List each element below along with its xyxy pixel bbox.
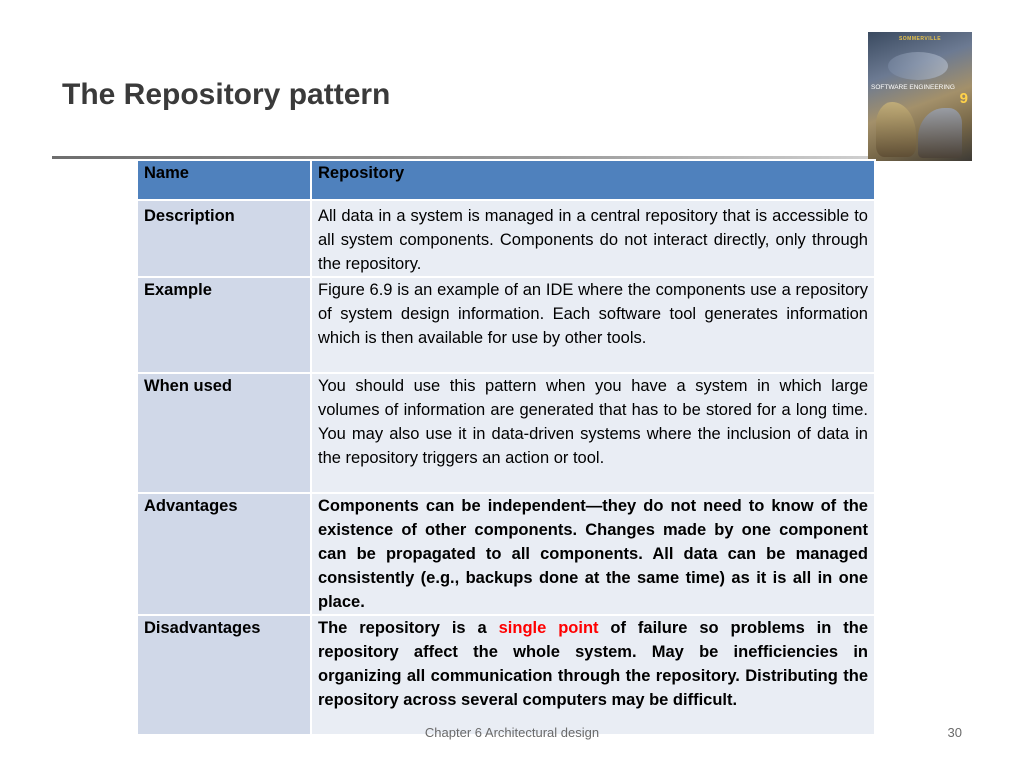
table-row: [137, 373, 875, 493]
row-label-disadvantages: Disadvantages: [137, 615, 311, 735]
disadvantages-text-start: The repository is a: [318, 619, 499, 637]
header-value: Repository: [311, 160, 875, 200]
cover-title: SOFTWARE ENGINEERING: [871, 84, 955, 91]
disadvantages-highlight: single point: [498, 619, 599, 637]
row-label-advantages: Advantages: [137, 493, 311, 615]
cover-edition: 9: [959, 90, 968, 107]
footer-chapter: Chapter 6 Architectural design: [424, 725, 600, 740]
disadvantages-text-end: of failure so problems in the repository affect the whole system. May be inefficiencies in organizing all communication through the repository. Distributing the repository across several computers may be difficult.: [318, 619, 868, 709]
row-label-example: Example: [137, 277, 311, 373]
cover-decoration: [888, 52, 948, 80]
header-label: Name: [137, 160, 311, 200]
table-row: [137, 200, 875, 277]
pattern-table: [136, 159, 876, 736]
row-text-advantages: Components can be independent—they do not need to know of the existence of other components. Changes made by one component can be propagated to all components. All data can be managed consistently (e.g., backups done at the same time) as it is all in one place.: [311, 493, 875, 615]
table-row: [137, 277, 875, 373]
table-row: [137, 615, 875, 735]
row-label-description: Description: [137, 200, 311, 277]
row-text-example: Figure 6.9 is an example of an IDE where the components use a repository of system design information. Each software tool generates information which is then available for use by other tools.: [311, 277, 875, 373]
book-cover-image: [868, 32, 972, 161]
page-number: 30: [947, 725, 962, 740]
cover-decoration: [918, 108, 962, 158]
table-header-row: [137, 160, 875, 200]
slide-title: The Repository pattern: [62, 78, 391, 111]
cover-brand: SOMMERVILLE: [898, 36, 942, 42]
row-text-disadvantages: [311, 615, 875, 735]
row-text-when-used: You should use this pattern when you have a system in which large volumes of information are generated that has to be stored for a long time. You may also use it in data-driven systems where the inclusion of data in the repository triggers an action or tool.: [311, 373, 875, 493]
table-row: [137, 493, 875, 615]
row-text-description: All data in a system is managed in a central repository that is accessible to all system components. Components do not interact directly, only through the repository.: [311, 200, 875, 277]
row-label-when-used: When used: [137, 373, 311, 493]
cover-decoration: [876, 102, 916, 157]
